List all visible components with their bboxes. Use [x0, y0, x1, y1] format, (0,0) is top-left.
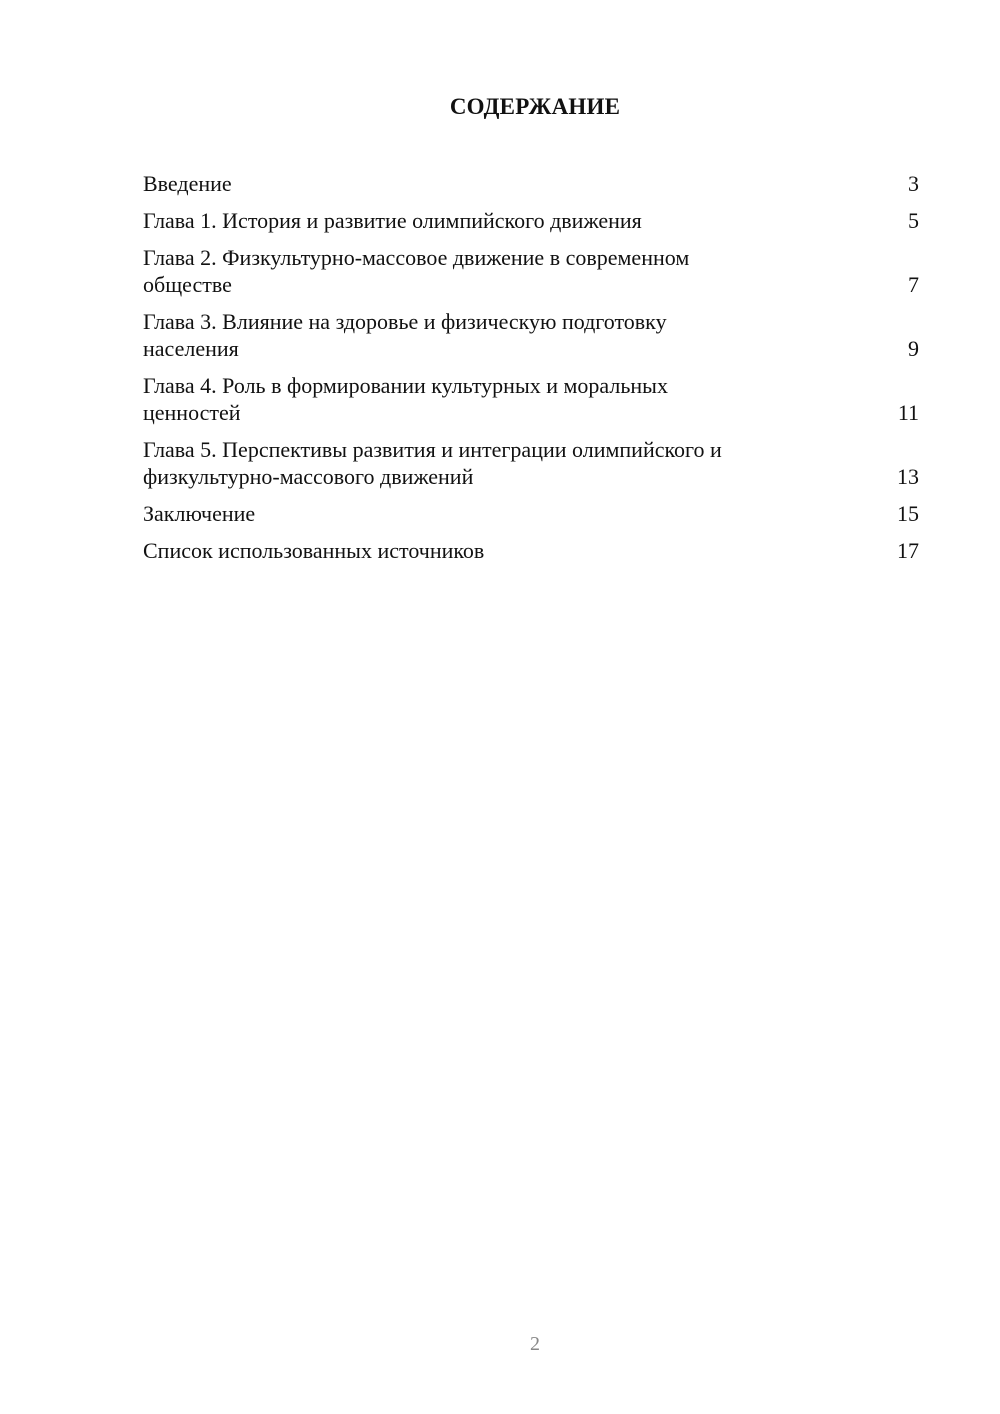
toc-entry-label-line: Список использованных источников: [143, 538, 485, 563]
toc-entry: [143, 207, 919, 234]
toc-entry-label-line: Введение: [143, 171, 232, 196]
toc-entry-label-line: ценностей: [143, 400, 241, 425]
page-number: 2: [530, 1333, 540, 1355]
toc-entry-label: [143, 308, 889, 362]
toc-entry: [143, 170, 919, 197]
toc-entry-label: [143, 244, 889, 298]
toc-entry-page: 9: [908, 336, 919, 361]
toc-entry-label-line: обществе: [143, 272, 232, 297]
toc-entry: [143, 436, 919, 490]
toc-entry-label-line: населения: [143, 336, 239, 361]
toc-entry-page: 7: [908, 272, 919, 297]
page-title: СОДЕРЖАНИЕ: [449, 94, 621, 119]
toc-entry-label: [143, 537, 889, 564]
toc-entry: [143, 537, 919, 564]
toc-entry-label: [143, 207, 889, 234]
toc-entry-label-line: Глава 3. Влияние на здоровье и физическую подготовку: [143, 309, 667, 334]
toc-entry-label: [143, 436, 889, 490]
toc-entry-page: 5: [908, 208, 919, 233]
toc-entry: [143, 500, 919, 527]
toc-entry-page: 17: [897, 538, 919, 563]
toc-entry-label: [143, 500, 889, 527]
toc-entry-page: 15: [897, 501, 919, 526]
toc-entry-label-line: Глава 5. Перспективы развития и интеграции олимпийского и: [143, 437, 722, 462]
toc-entry-label-line: Заключение: [143, 501, 256, 526]
toc-entry-label-line: Глава 4. Роль в формировании культурных и моральных: [143, 373, 668, 398]
toc-entry: [143, 372, 919, 426]
toc-entry-label-line: Глава 2. Физкультурно-массовое движение в современном: [143, 245, 690, 270]
toc-entry: [143, 244, 919, 298]
toc-entry-label: [143, 372, 889, 426]
toc-entry-label-line: физкультурно-массового движений: [143, 464, 474, 489]
toc-entry-page: 11: [897, 400, 919, 425]
toc-entry-label: [143, 170, 889, 197]
toc-entry-page: 3: [908, 171, 919, 196]
toc-entry: [143, 308, 919, 362]
toc-entry-label-line: Глава 1. История и развитие олимпийского движения: [143, 208, 642, 233]
toc-entry-page: 13: [897, 464, 919, 489]
table-of-contents: [143, 170, 919, 574]
